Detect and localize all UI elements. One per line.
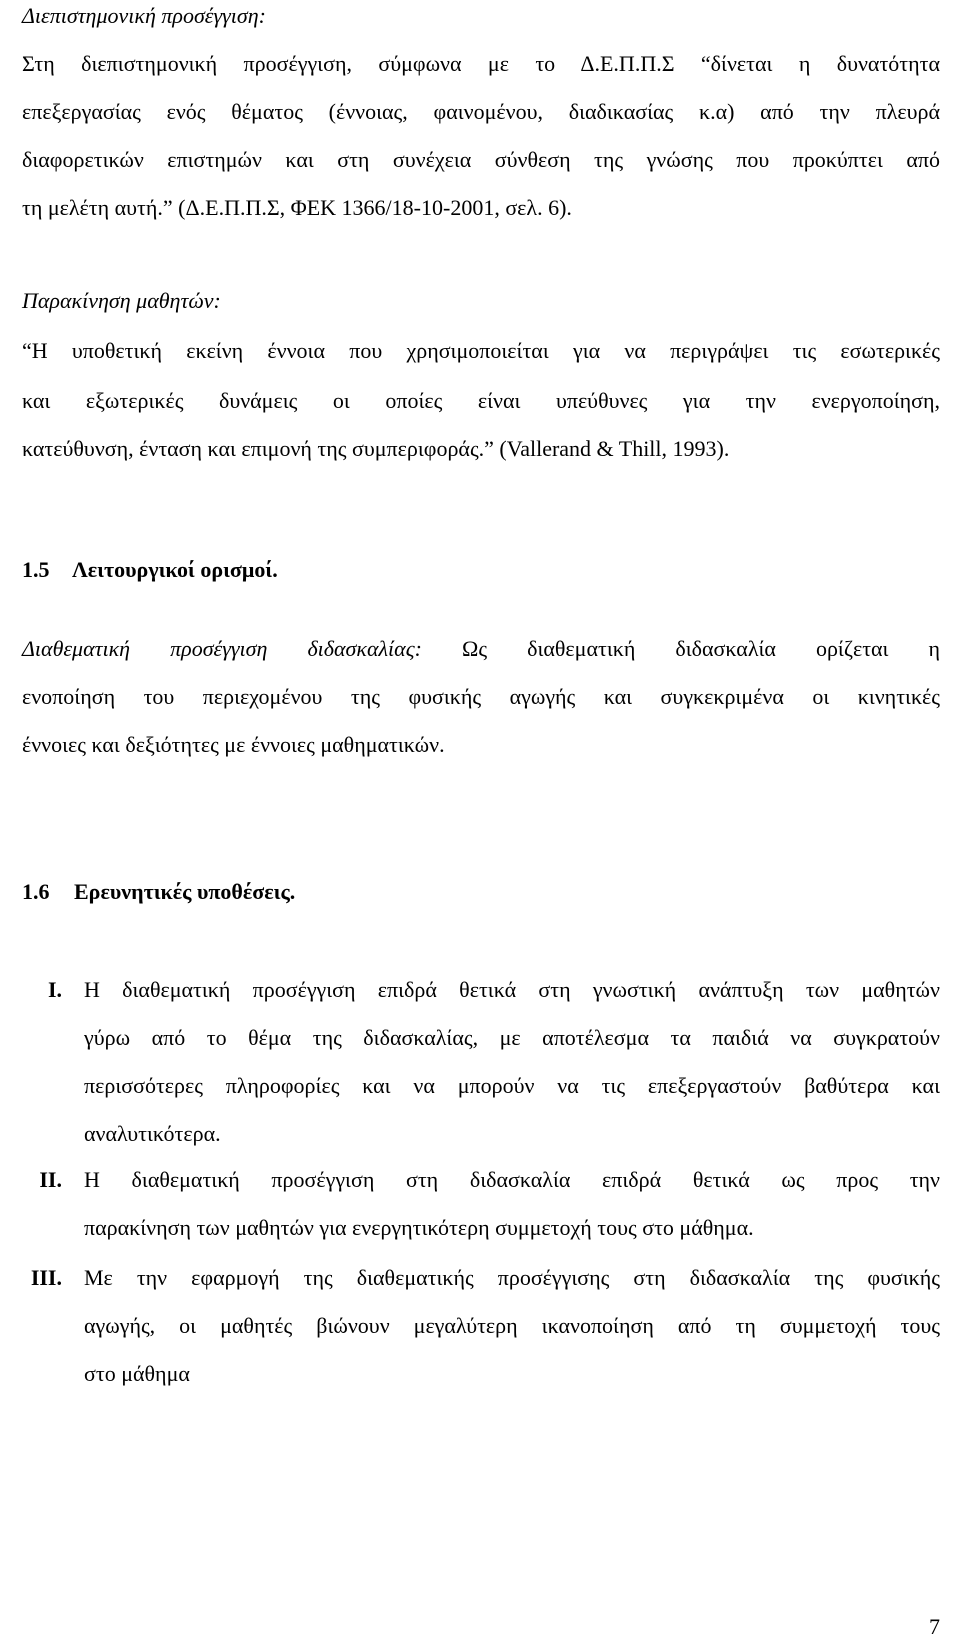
hypothesis-text [84, 1156, 940, 1252]
paragraph-line: Η διαθεματική προσέγγιση επιδρά θετικά στη γνωστική ανάπτυξη των μαθητών [84, 977, 940, 1002]
interdisciplinary-section [22, 0, 940, 232]
paragraph-line: παρακίνηση των μαθητών για ενεργητικότερη συμμετοχή τους στο μάθημα. [84, 1215, 754, 1240]
paragraph-line: κατεύθυνση, ένταση και επιμονή της συμπεριφοράς.” (Vallerand & Thill, 1993). [22, 436, 730, 461]
paragraph-line: “Η υποθετική εκείνη έννοια που χρησιμοποιείται για να περιγράψει τις εσωτερικές [22, 338, 940, 363]
paragraph-line: Η διαθεματική προσέγγιση στη διδασκαλία επιδρά θετικά ως προς την [84, 1167, 940, 1192]
paragraph-line: ενοποίηση του περιεχομένου της φυσικής αγωγής και συγκεκριμένα οι κινητικές [22, 684, 940, 709]
paragraph-line: Με την εφαρμογή της διαθεματικής προσέγγισης στη διδασκαλία της φυσικής [84, 1265, 940, 1290]
paragraph-line: επεξεργασίας ενός θέματος (έννοιας, φαινομένου, διαδικασίας κ.α) από την πλευρά [22, 99, 940, 124]
hypothesis-text [84, 966, 940, 1158]
paragraph-line: γύρω από το θέμα της διδασκαλίας, με αποτέλεσμα τα παιδιά να συγκρατούν [84, 1025, 940, 1050]
paragraph-line: έννοιες και δεξιότητες με έννοιες μαθηματικών. [22, 732, 445, 757]
section-heading [22, 868, 940, 916]
paragraph-line: Στη διεπιστημονική προσέγγιση, σύμφωνα με το Δ.Ε.Π.Π.Σ “δίνεται η δυνατότητα [22, 51, 940, 76]
page-number: 7 [929, 1614, 940, 1639]
motivation-section [22, 277, 940, 473]
section-number: 1.6 [22, 879, 50, 904]
paragraph-line [22, 625, 940, 673]
motivation-heading: Παρακίνηση μαθητών: [22, 288, 221, 313]
paragraph-line: και εξωτερικές δυνάμεις οι οποίες είναι υπεύθυνες για την ενεργοποίηση, [22, 388, 940, 413]
paragraph-line: αναλυτικότερα. [84, 1121, 221, 1146]
hypothesis-numeral: III. [30, 1265, 62, 1290]
paragraph-line: περισσότερες πληροφορίες και να μπορούν να τις επεξεργαστούν βαθύτερα και [84, 1073, 940, 1098]
paragraph-line: διαφορετικών επιστημών και στη συνέχεια σύνθεση της γνώσης που προκύπτει από [22, 147, 940, 172]
section-title: Λειτουργικοί ορισμοί. [72, 557, 278, 582]
section-title: Ερευνητικές υποθέσεις. [74, 879, 296, 904]
hypothesis-text [84, 1254, 940, 1398]
term-definition: Ως διαθεματική διδασκαλία ορίζεται η [462, 636, 940, 661]
section-number: 1.5 [22, 557, 50, 582]
paragraph-line: στο μάθημα [84, 1361, 190, 1386]
hypothesis-numeral: I. [47, 977, 62, 1002]
paragraph-line: τη μελέτη αυτή.” (Δ.Ε.Π.Π.Σ, ΦΕΚ 1366/18-10-2001, σελ. 6). [22, 195, 572, 220]
term-label: Διαθεματική προσέγγιση διδασκαλίας: [22, 636, 422, 661]
thematic-section [22, 625, 940, 769]
hypothesis-numeral: II. [39, 1167, 62, 1192]
paragraph-line: αγωγής, οι μαθητές βιώνουν μεγαλύτερη ικανοποίηση από τη συμμετοχή τους [84, 1313, 940, 1338]
section-heading [22, 546, 940, 594]
interdisciplinary-heading: Διεπιστημονική προσέγγιση: [22, 3, 266, 28]
